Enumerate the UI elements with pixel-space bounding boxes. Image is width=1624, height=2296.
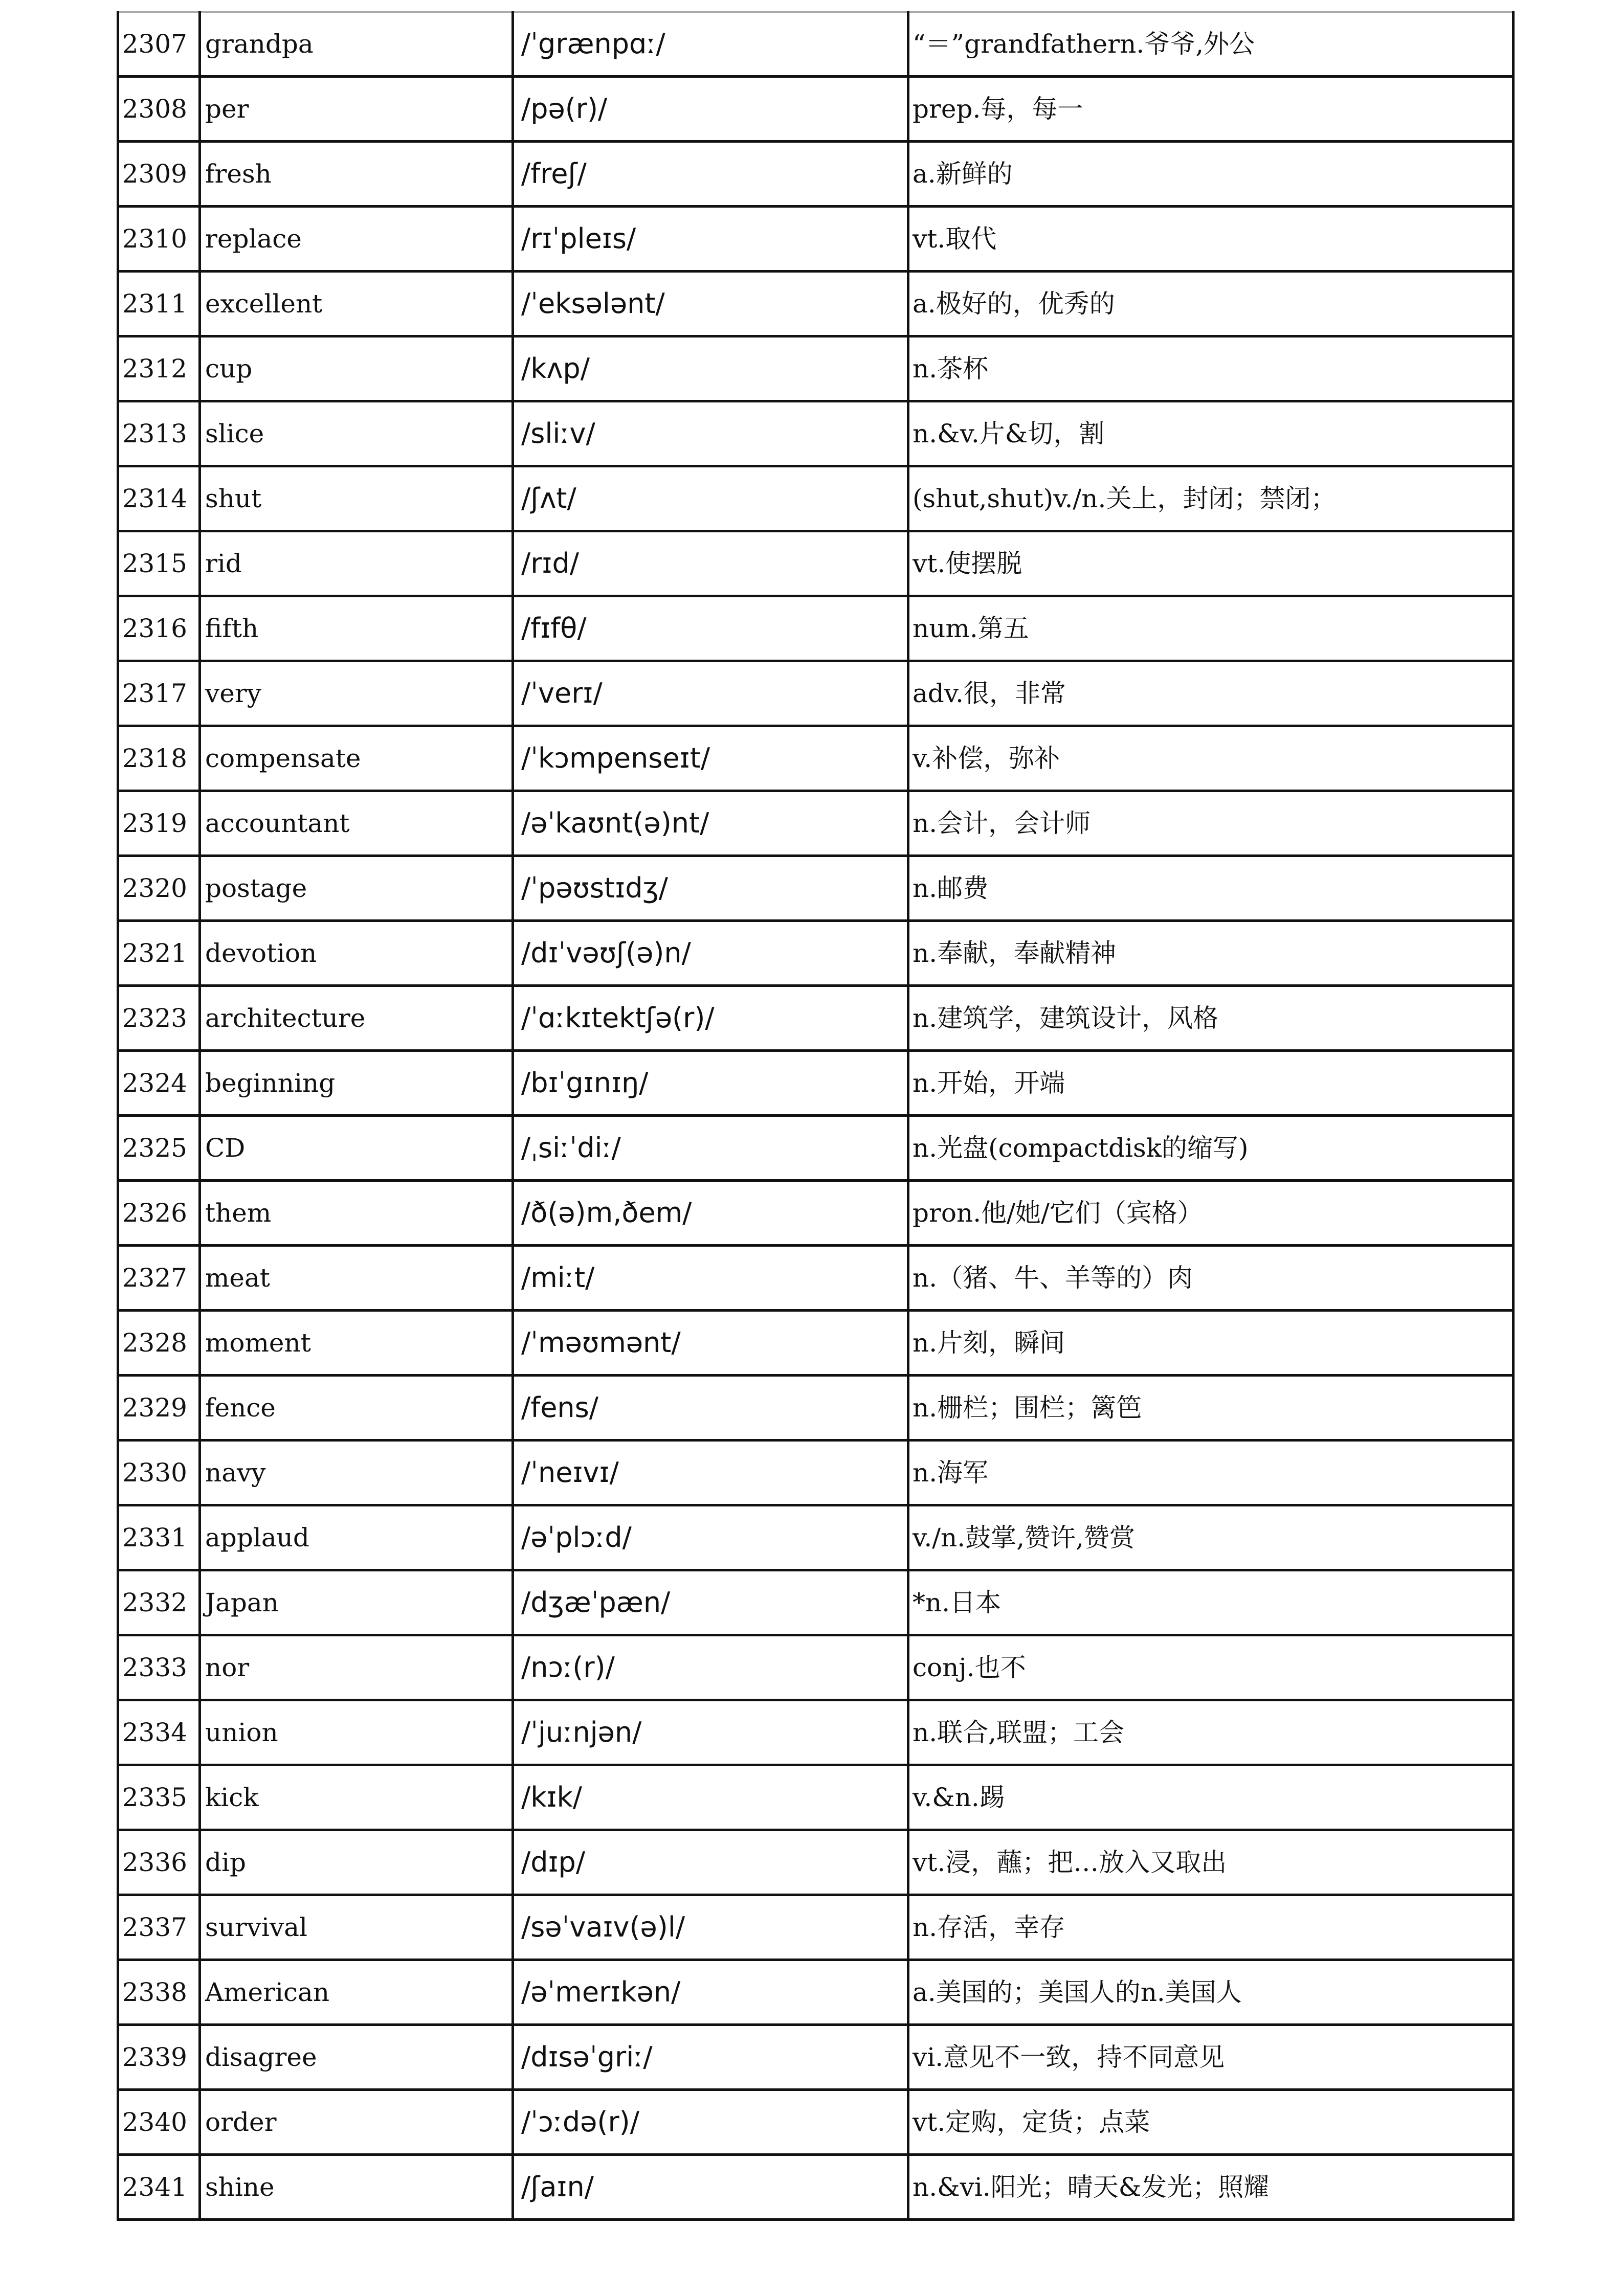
entry-number: 2319 [118,791,200,856]
entry-number: 2328 [118,1311,200,1376]
table-row [118,401,1514,466]
entry-definition: (shut,shut)v./n.关上，封闭；禁闭； [908,466,1514,531]
entry-number: 2323 [118,986,200,1051]
entry-phonetic: /ð(ə)m,ðem/ [513,1181,908,1246]
entry-definition: adv.很，非常 [908,661,1514,726]
table-row [118,1960,1514,2025]
entry-definition: vt.浸，蘸；把…放入又取出 [908,1830,1514,1895]
entry-phonetic: /kʌp/ [513,336,908,401]
entry-definition: a.新鲜的 [908,142,1514,207]
entry-definition: n.会计，会计师 [908,791,1514,856]
entry-word: shut [200,466,513,531]
entry-number: 2333 [118,1635,200,1700]
entry-definition: a.美国的；美国人的n.美国人 [908,1960,1514,2025]
entry-word: order [200,2090,513,2155]
entry-number: 2327 [118,1246,200,1311]
entry-phonetic: /pə(r)/ [513,77,908,142]
entry-definition: conj.也不 [908,1635,1514,1700]
entry-phonetic: /əˈkaʊnt(ə)nt/ [513,791,908,856]
entry-number: 2318 [118,726,200,791]
table-row [118,466,1514,531]
entry-number: 2325 [118,1116,200,1181]
entry-phonetic: /nɔː(r)/ [513,1635,908,1700]
entry-phonetic: /səˈvaɪv(ə)l/ [513,1895,908,1960]
entry-phonetic: /fɪfθ/ [513,596,908,661]
entry-number: 2311 [118,272,200,336]
entry-definition: n.海军 [908,1440,1514,1505]
table-row [118,1116,1514,1181]
entry-definition: v./n.鼓掌,赞许,赞赏 [908,1505,1514,1570]
entry-number: 2329 [118,1376,200,1440]
entry-number: 2320 [118,856,200,921]
entry-phonetic: /ˈməʊmənt/ [513,1311,908,1376]
entry-number: 2307 [118,12,200,77]
entry-phonetic: /ˈgrænpɑː/ [513,12,908,77]
entry-phonetic: /ʃʌt/ [513,466,908,531]
table-row [118,726,1514,791]
entry-definition: v.&n.踢 [908,1765,1514,1830]
entry-word: Japan [200,1570,513,1635]
entry-phonetic: /kɪk/ [513,1765,908,1830]
entry-word: union [200,1700,513,1765]
entry-number: 2332 [118,1570,200,1635]
entry-word: survival [200,1895,513,1960]
entry-phonetic: /rɪˈpleɪs/ [513,207,908,272]
entry-phonetic: /dɪp/ [513,1830,908,1895]
entry-number: 2310 [118,207,200,272]
table-row [118,1635,1514,1700]
table-row [118,596,1514,661]
entry-phonetic: /freʃ/ [513,142,908,207]
entry-word: rid [200,531,513,596]
entry-word: postage [200,856,513,921]
entry-phonetic: /rɪd/ [513,531,908,596]
entry-word: devotion [200,921,513,986]
table-row [118,272,1514,336]
entry-word: them [200,1181,513,1246]
entry-number: 2336 [118,1830,200,1895]
table-row [118,2155,1514,2220]
table-row [118,1570,1514,1635]
entry-phonetic: /bɪˈgɪnɪŋ/ [513,1051,908,1116]
entry-number: 2309 [118,142,200,207]
table-row [118,531,1514,596]
vocabulary-table-body [118,12,1514,2220]
entry-word: fence [200,1376,513,1440]
table-row [118,1830,1514,1895]
table-row [118,791,1514,856]
entry-phonetic: /fens/ [513,1376,908,1440]
table-row [118,77,1514,142]
entry-phonetic: /ˌsiːˈdiː/ [513,1116,908,1181]
entry-definition: n.存活，幸存 [908,1895,1514,1960]
entry-phonetic: /ˈpəʊstɪdʒ/ [513,856,908,921]
table-row [118,1181,1514,1246]
entry-word: shine [200,2155,513,2220]
table-row [118,1765,1514,1830]
table-row [118,986,1514,1051]
vocabulary-table [117,11,1515,2221]
entry-phonetic: /ˈjuːnjən/ [513,1700,908,1765]
entry-definition: num.第五 [908,596,1514,661]
entry-phonetic: /dɪˈvəʊʃ(ə)n/ [513,921,908,986]
entry-word: very [200,661,513,726]
entry-phonetic: /əˈmerɪkən/ [513,1960,908,2025]
entry-number: 2317 [118,661,200,726]
entry-number: 2331 [118,1505,200,1570]
entry-word: kick [200,1765,513,1830]
entry-word: nor [200,1635,513,1700]
entry-number: 2312 [118,336,200,401]
entry-number: 2316 [118,596,200,661]
entry-word: beginning [200,1051,513,1116]
entry-number: 2324 [118,1051,200,1116]
entry-number: 2337 [118,1895,200,1960]
table-row [118,1246,1514,1311]
entry-word: replace [200,207,513,272]
entry-definition: n.开始，开端 [908,1051,1514,1116]
entry-word: meat [200,1246,513,1311]
entry-phonetic: /ʃaɪn/ [513,2155,908,2220]
entry-number: 2341 [118,2155,200,2220]
table-row [118,2090,1514,2155]
entry-definition: n.光盘(compactdisk的缩写) [908,1116,1514,1181]
entry-word: American [200,1960,513,2025]
entry-number: 2321 [118,921,200,986]
entry-word: fifth [200,596,513,661]
entry-phonetic: /ˈneɪvɪ/ [513,1440,908,1505]
table-row [118,12,1514,77]
entry-definition: n.&v.片&切，割 [908,401,1514,466]
entry-word: compensate [200,726,513,791]
entry-number: 2334 [118,1700,200,1765]
entry-number: 2335 [118,1765,200,1830]
entry-number: 2330 [118,1440,200,1505]
entry-definition: vt.定购，定货；点菜 [908,2090,1514,2155]
table-row [118,1505,1514,1570]
entry-phonetic: /əˈplɔːd/ [513,1505,908,1570]
entry-definition: n.联合,联盟；工会 [908,1700,1514,1765]
entry-phonetic: /dɪsəˈgriː/ [513,2025,908,2090]
entry-definition: a.极好的，优秀的 [908,272,1514,336]
entry-word: grandpa [200,12,513,77]
entry-number: 2308 [118,77,200,142]
table-row [118,921,1514,986]
entry-definition: n.茶杯 [908,336,1514,401]
entry-word: architecture [200,986,513,1051]
entry-definition: pron.他/她/它们（宾格） [908,1181,1514,1246]
entry-definition: n.栅栏；围栏；篱笆 [908,1376,1514,1440]
entry-word: cup [200,336,513,401]
entry-definition: n.&vi.阳光；晴天&发光；照耀 [908,2155,1514,2220]
entry-definition: prep.每，每一 [908,77,1514,142]
entry-definition: n.奉献，奉献精神 [908,921,1514,986]
table-row [118,2025,1514,2090]
table-row [118,1700,1514,1765]
entry-number: 2339 [118,2025,200,2090]
entry-word: slice [200,401,513,466]
entry-phonetic: /sliːv/ [513,401,908,466]
entry-definition: v.补偿，弥补 [908,726,1514,791]
table-row [118,1376,1514,1440]
entry-phonetic: /ˈkɔmpenseɪt/ [513,726,908,791]
entry-word: dip [200,1830,513,1895]
entry-definition: vt.使摆脱 [908,531,1514,596]
entry-word: disagree [200,2025,513,2090]
entry-number: 2326 [118,1181,200,1246]
table-row [118,1311,1514,1376]
entry-number: 2340 [118,2090,200,2155]
entry-word: navy [200,1440,513,1505]
table-row [118,1051,1514,1116]
entry-definition: *n.日本 [908,1570,1514,1635]
entry-phonetic: /ˈɔːdə(r)/ [513,2090,908,2155]
entry-word: accountant [200,791,513,856]
table-row [118,142,1514,207]
entry-word: moment [200,1311,513,1376]
entry-definition: vi.意见不一致，持不同意见 [908,2025,1514,2090]
entry-phonetic: /ˈɑːkɪtektʃə(r)/ [513,986,908,1051]
table-row [118,1440,1514,1505]
table-row [118,336,1514,401]
entry-definition: n.片刻，瞬间 [908,1311,1514,1376]
entry-word: per [200,77,513,142]
entry-definition: “＝”grandfathern.爷爷,外公 [908,12,1514,77]
table-row [118,661,1514,726]
entry-number: 2314 [118,466,200,531]
entry-phonetic: /ˈeksələnt/ [513,272,908,336]
entry-definition: vt.取代 [908,207,1514,272]
entry-definition: n.（猪、牛、羊等的）肉 [908,1246,1514,1311]
entry-number: 2338 [118,1960,200,2025]
entry-phonetic: /miːt/ [513,1246,908,1311]
entry-number: 2315 [118,531,200,596]
entry-word: fresh [200,142,513,207]
entry-word: applaud [200,1505,513,1570]
table-row [118,1895,1514,1960]
entry-definition: n.建筑学，建筑设计，风格 [908,986,1514,1051]
table-row [118,207,1514,272]
entry-phonetic: /ˈverɪ/ [513,661,908,726]
entry-word: CD [200,1116,513,1181]
entry-phonetic: /dʒæˈpæn/ [513,1570,908,1635]
entry-number: 2313 [118,401,200,466]
table-row [118,856,1514,921]
entry-definition: n.邮费 [908,856,1514,921]
entry-word: excellent [200,272,513,336]
